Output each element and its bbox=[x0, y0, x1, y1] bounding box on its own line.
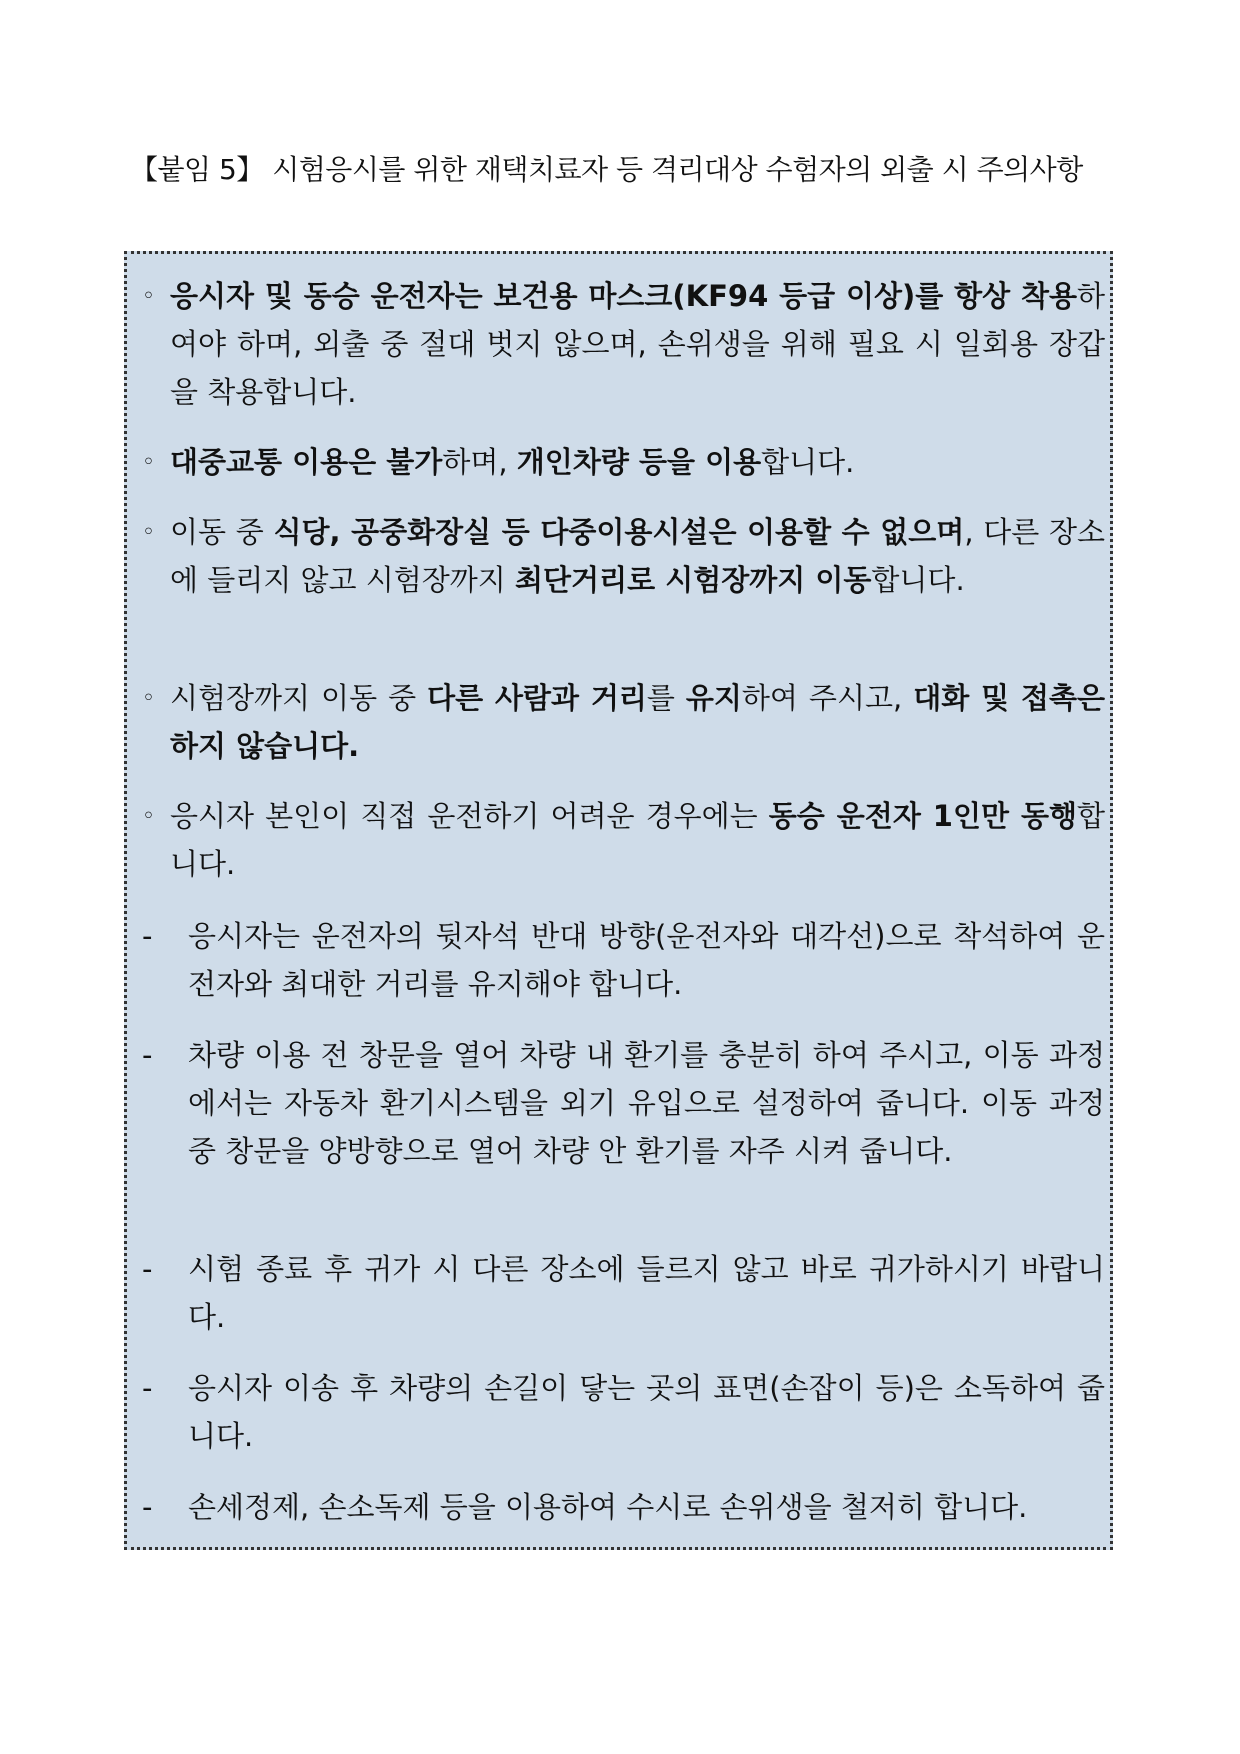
list-item bbox=[142, 674, 1105, 770]
item-text: 응시자는 운전자의 뒷자석 반대 방향(운전자와 대각선)으로 착석하여 운전자와 최대한 거리를 유지해야 합니다. bbox=[188, 919, 1105, 1001]
list-item bbox=[142, 1245, 1105, 1341]
item-text: 합니다. bbox=[761, 445, 855, 479]
list-item bbox=[142, 272, 1105, 416]
item-text: 하며, bbox=[442, 445, 517, 479]
item-text: 응시자 이송 후 차량의 손길이 닿는 곳의 표면(손잡이 등)은 소독하여 줍니다. bbox=[188, 1371, 1105, 1453]
dash-marker: - bbox=[142, 1038, 153, 1072]
item-text: 응시자 본인이 직접 운전하기 어려운 경우에는 bbox=[170, 799, 769, 833]
page-title: 【붙임 5】 시험응시를 위한 재택치료자 등 격리대상 수험자의 외출 시 주의사항 bbox=[130, 153, 1083, 186]
bold-text: 유지 bbox=[685, 681, 742, 715]
list-item bbox=[142, 792, 1105, 888]
bullet-marker: ◦ bbox=[142, 686, 155, 711]
item-text: 이동 중 bbox=[170, 515, 274, 549]
bold-text: 응시자 및 동승 운전자는 보건용 마스크(KF94 등급 이상)를 항상 착용 bbox=[170, 279, 1077, 313]
item-text: 시험장까지 이동 중 bbox=[170, 681, 428, 715]
dash-marker: - bbox=[142, 1490, 153, 1524]
bold-text: 대화 및 접촉은 하지 않습니다. bbox=[170, 681, 1105, 763]
item-text: 를 bbox=[646, 681, 686, 715]
item-text: , 다른 장소에 들리지 않고 시험장까지 bbox=[170, 515, 1106, 597]
dash-marker: - bbox=[142, 1252, 153, 1286]
item-text: 하여야 하며, 외출 중 절대 벗지 않으며, 손위생을 위해 필요 시 일회용 장갑을 착용합니다. bbox=[170, 279, 1105, 409]
item-text: 시험 종료 후 귀가 시 다른 장소에 들르지 않고 바로 귀가하시기 바랍니다. bbox=[188, 1252, 1105, 1334]
list-item bbox=[142, 508, 1105, 604]
item-text: 합니다. bbox=[170, 799, 1106, 881]
bullet-marker: ◦ bbox=[142, 450, 155, 475]
dash-marker: - bbox=[142, 919, 153, 953]
bold-text: 식당, 공중화장실 등 다중이용시설은 이용할 수 없으며 bbox=[273, 515, 965, 549]
list-item bbox=[142, 912, 1105, 1008]
bold-text: 다른 사람과 거리 bbox=[427, 681, 647, 715]
list-item bbox=[142, 438, 1105, 486]
item-text: 차량 이용 전 창문을 열어 차량 내 환기를 충분히 하여 주시고, 이동 과정에서는 자동차 환기시스템을 외기 유입으로 설정하여 줍니다. 이동 과정 중 창문을 양방향으로 열어 차량 안 환기를 자주 시켜 줍니다. bbox=[188, 1038, 1105, 1168]
bold-text: 최단거리로 시험장까지 이동 bbox=[515, 563, 872, 597]
dash-marker: - bbox=[142, 1371, 153, 1405]
bold-text: 개인차량 등을 이용 bbox=[516, 445, 762, 479]
item-text: 하여 주시고, bbox=[741, 681, 914, 715]
item-text: 손세정제, 손소독제 등을 이용하여 수시로 손위생을 철저히 합니다. bbox=[188, 1490, 1028, 1524]
list-item bbox=[142, 1483, 1105, 1531]
bullet-marker: ◦ bbox=[142, 284, 155, 309]
bold-text: 동승 운전자 1인만 동행 bbox=[768, 799, 1077, 833]
list-item bbox=[142, 1031, 1105, 1175]
bullet-marker: ◦ bbox=[142, 520, 155, 545]
item-text: 합니다. bbox=[871, 563, 965, 597]
list-item bbox=[142, 1364, 1105, 1460]
bullet-marker: ◦ bbox=[142, 804, 155, 829]
bold-text: 대중교통 이용은 불가 bbox=[170, 445, 443, 479]
